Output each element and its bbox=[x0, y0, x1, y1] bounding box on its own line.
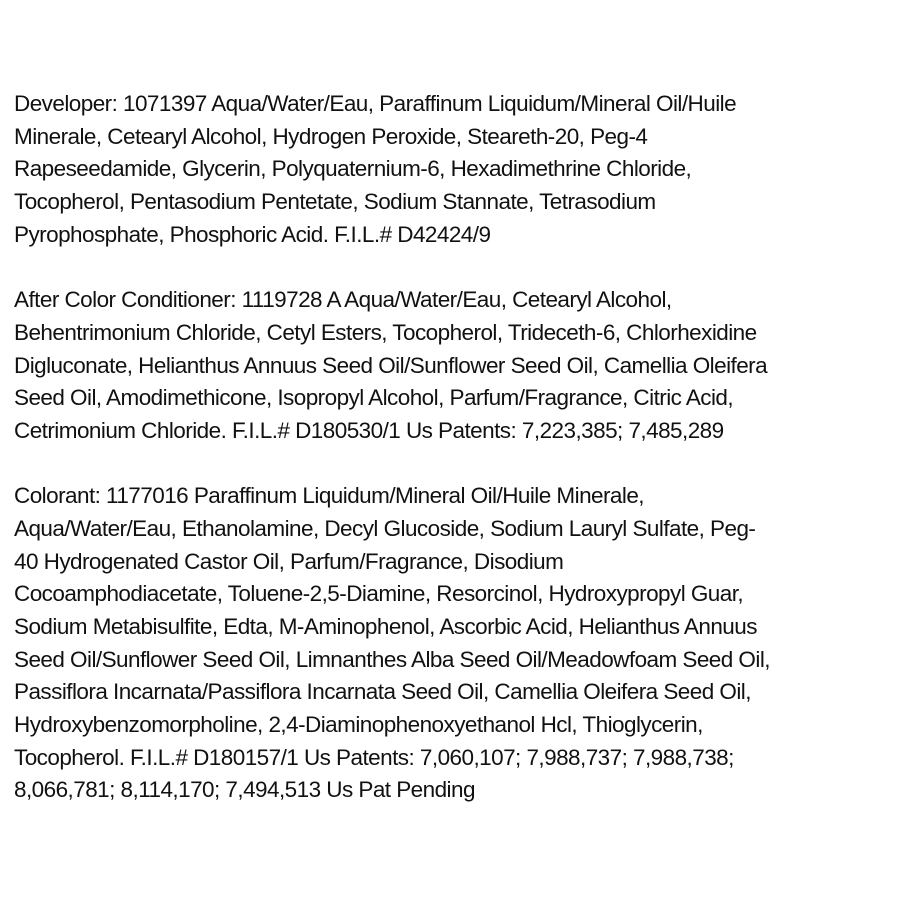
developer-ingredients bbox=[14, 88, 894, 251]
text-line: Pyrophosphate, Phosphoric Acid. F.I.L.# D42424/9 bbox=[14, 221, 491, 247]
text-line: Digluconate, Helianthus Annuus Seed Oil/Sunflower Seed Oil, Camellia Oleifera bbox=[14, 352, 768, 378]
text-line: Hydroxybenzomorpholine, 2,4-Diaminophenoxyethanol Hcl, Thioglycerin, bbox=[14, 712, 703, 738]
text-line: Aqua/Water/Eau, Ethanolamine, Decyl Glucoside, Sodium Lauryl Sulfate, Peg- bbox=[14, 515, 756, 541]
paragraph-spacer bbox=[14, 448, 894, 481]
after-color-conditioner-ingredients bbox=[14, 284, 894, 447]
text-line: Developer: 1071397 Aqua/Water/Eau, Paraffinum Liquidum/Mineral Oil/Huile bbox=[14, 91, 737, 116]
colorant-ingredients bbox=[14, 480, 894, 807]
text-line: Cocoamphodiacetate, Toluene-2,5-Diamine, Resorcinol, Hydroxypropyl Guar, bbox=[14, 581, 744, 607]
text-line: Rapeseedamide, Glycerin, Polyquaternium-6, Hexadimethrine Chloride, bbox=[14, 156, 692, 182]
paragraph-spacer bbox=[14, 251, 894, 284]
text-line: Sodium Metabisulfite, Edta, M-Aminophenol, Ascorbic Acid, Helianthus Annuus bbox=[14, 614, 757, 639]
text-line: Tocopherol, Pentasodium Pentetate, Sodium Stannate, Tetrasodium bbox=[14, 189, 656, 215]
text-line: Colorant: 1177016 Paraffinum Liquidum/Mineral Oil/Huile Minerale, bbox=[14, 483, 645, 509]
text-line: Behentrimonium Chloride, Cetyl Esters, Tocopherol, Trideceth-6, Chlorhexidine bbox=[14, 319, 757, 345]
text-line: Passiflora Incarnata/Passiflora Incarnata Seed Oil, Camellia Oleifera Seed Oil, bbox=[14, 679, 751, 705]
text-line: Minerale, Cetearyl Alcohol, Hydrogen Peroxide, Steareth-20, Peg-4 bbox=[14, 123, 648, 149]
text-line: 8,066,781; 8,114,170; 7,494,513 Us Pat Pending bbox=[14, 777, 475, 803]
text-line: Seed Oil, Amodimethicone, Isopropyl Alcohol, Parfum/Fragrance, Citric Acid, bbox=[14, 385, 734, 411]
text-line: Tocopherol. F.I.L.# D180157/1 Us Patents: 7,060,107; 7,988,737; 7,988,738; bbox=[14, 744, 734, 770]
text-line: 40 Hydrogenated Castor Oil, Parfum/Fragrance, Disodium bbox=[14, 548, 564, 574]
text-line: Cetrimonium Chloride. F.I.L.# D180530/1 Us Patents: 7,223,385; 7,485,289 bbox=[14, 417, 724, 443]
text-line: Seed Oil/Sunflower Seed Oil, Limnanthes Alba Seed Oil/Meadowfoam Seed Oil, bbox=[14, 646, 770, 672]
ingredients-document bbox=[14, 88, 894, 807]
text-line: After Color Conditioner: 1119728 A Aqua/Water/Eau, Cetearyl Alcohol, bbox=[14, 287, 672, 313]
